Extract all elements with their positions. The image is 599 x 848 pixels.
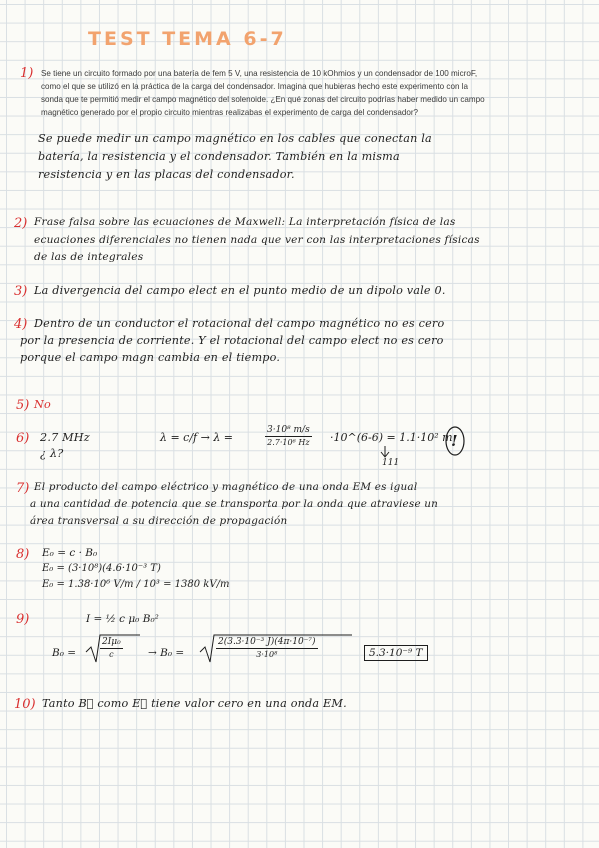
answer-9-arrow: → B₀ = bbox=[148, 647, 185, 659]
answer-1-line-3: resistencia y en las placas del condensador. bbox=[38, 168, 295, 181]
answer-2-line-3: de las de integrales bbox=[34, 251, 144, 263]
answer-2-line-2: ecuaciones diferenciales no tienen nada que ver con las interpretaciones físicas bbox=[34, 234, 480, 246]
page-title: TEST TEMA 6-7 bbox=[88, 28, 287, 50]
answer-6-ask: ¿ λ? bbox=[40, 447, 64, 460]
answer-9-result-box: 5.3·10⁻⁹ T bbox=[364, 645, 428, 661]
answer-8-line-2: E₀ = (3·10⁸)(4.6·10⁻³ T) bbox=[42, 563, 161, 574]
question-1-text: Se tiene un circuito formado por una batería de fem 5 V, una resistencia de 10 kOhmios y un condensador de 100 microF, como el que se utilizó en la práctica de la carga del condensador. Imagina que hubieras hecho este experimento con la sonda que te permitió medir el campo magnético del solenoide. ¿En qué zonas del circuito podrías haber medido un campo magnético generado por el propio circuito mientras realizabas el experimento de carga del condensador? bbox=[41, 69, 485, 117]
answer-4-line-3: porque el campo magn cambia en el tiempo. bbox=[20, 351, 281, 364]
question-number-4: 4) bbox=[14, 317, 28, 332]
answer-7-line-1: El producto del campo eléctrico y magnético de una onda EM es igual bbox=[34, 481, 418, 493]
answer-2-line-1: Frase falsa sobre las ecuaciones de Maxwell: La interpretación física de las bbox=[34, 216, 456, 228]
answer-6-sub: 111 bbox=[382, 458, 400, 468]
answer-5-text: No bbox=[34, 398, 51, 411]
answer-9-root-2-numerator: 2(3.3·10⁻³ J)(4π·10⁻⁷) bbox=[218, 637, 316, 647]
question-number-6: 6) bbox=[16, 431, 30, 446]
question-number-1: 1) bbox=[20, 66, 34, 81]
answer-1-line-2: batería, la resistencia y el condensador. También en la misma bbox=[38, 150, 400, 163]
answer-4-line-2: por la presencia de corriente. Y el rotacional del campo elect no es cero bbox=[20, 334, 444, 347]
answer-1-line-1: Se puede medir un campo magnético en los cables que conectan la bbox=[38, 132, 432, 145]
question-number-5: 5) bbox=[16, 398, 30, 413]
question-number-10: 10) bbox=[14, 697, 36, 712]
question-number-3: 3) bbox=[14, 284, 28, 299]
question-number-8: 8) bbox=[16, 547, 30, 562]
answer-6-numerator: 3·10⁸ m/s bbox=[267, 425, 310, 435]
question-number-7: 7) bbox=[16, 481, 30, 496]
answer-9-intensity: I = ½ c μ₀ B₀² bbox=[86, 613, 159, 625]
answer-6-denominator: 2.7·10⁶ Hz bbox=[267, 438, 310, 447]
answer-7-line-2: a una cantidad de potencia que se transporta por la onda que atraviese un bbox=[30, 498, 439, 510]
question-number-9: 9) bbox=[16, 612, 30, 627]
answer-10-text: Tanto B⃗ como E⃗ tiene valor cero en una onda EM. bbox=[42, 697, 347, 710]
answer-9-root-2-denominator: 3·10⁸ bbox=[256, 650, 278, 659]
answer-8-line-1: E₀ = c · B₀ bbox=[42, 547, 98, 559]
answer-6-mark: ! bbox=[451, 432, 458, 450]
answer-9-root-1-denominator: c bbox=[109, 650, 114, 659]
answer-6-result: ·10^(6-6) = 1.1·10² m bbox=[330, 431, 453, 444]
answer-8-line-3: E₀ = 1.38·10⁶ V/m / 10³ = 1380 kV/m bbox=[42, 579, 230, 590]
answer-6-given: 2.7 MHz bbox=[40, 431, 90, 444]
answer-3-text: La divergencia del campo elect en el punto medio de un dipolo vale 0. bbox=[34, 284, 446, 297]
answer-7-line-3: área transversal a su dirección de propagación bbox=[30, 515, 288, 527]
answer-4-line-1: Dentro de un conductor el rotacional del campo magnético no es cero bbox=[34, 317, 445, 330]
answer-9-root-1-numerator: 2Iμ₀ bbox=[102, 637, 121, 647]
answer-9-b0-label: B₀ = bbox=[52, 647, 77, 659]
question-number-2: 2) bbox=[14, 216, 28, 231]
answer-6-formula: λ = c/f → λ = bbox=[160, 431, 234, 444]
